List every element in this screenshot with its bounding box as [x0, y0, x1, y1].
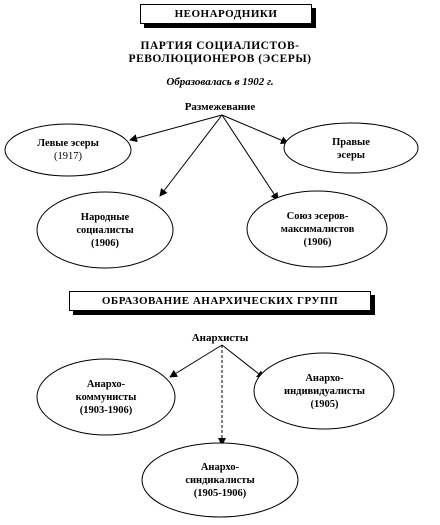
left-srs-text — [8, 132, 128, 168]
maximalists-line2: максималистов — [280, 223, 355, 235]
anarcho-communists-text — [46, 373, 166, 421]
anarcho-individualists-line1: Анархо- — [305, 372, 344, 384]
arrow-to-popular-socialists — [160, 115, 222, 196]
party-title-line1: ПАРТИЯ СОЦИАЛИСТОВ- — [140, 40, 300, 52]
popular-socialists-text — [45, 206, 165, 254]
anarcho-communists-year: (1903-1906) — [79, 404, 133, 416]
popular-socialists-line2: социалисты — [76, 224, 134, 236]
popular-socialists-year: (1906) — [91, 237, 119, 249]
header-box-label: НЕОНАРОДНИКИ — [174, 8, 278, 20]
maximalists-year: (1906) — [303, 236, 332, 248]
maximalists-text — [255, 205, 380, 253]
arrow-to-left-srs — [130, 115, 222, 140]
split-label: Размежевание — [184, 101, 256, 113]
anarcho-syndicalists-line2: синдикалисты — [185, 474, 255, 486]
anarcho-syndicalists-text — [160, 456, 280, 504]
popular-socialists-line1: Народные — [80, 211, 130, 223]
maximalists-line1: Союз эсеров- — [286, 210, 349, 222]
left-srs-name: Левые эсеры — [37, 138, 99, 149]
header-box — [140, 4, 312, 24]
arrow-to-right-srs — [222, 115, 288, 143]
anarcho-communists-line1: Анархо- — [86, 378, 126, 390]
arrow-to-anarcho-communists — [170, 345, 222, 377]
arrow-to-anarcho-individualists — [222, 345, 264, 378]
right-srs-line2: эсеры — [336, 150, 366, 161]
anarchist-label: Анархисты — [191, 332, 249, 344]
party-title-line2: РЕВОЛЮЦИОНЕРОВ (ЭСЕРЫ) — [128, 53, 312, 65]
arrow-to-maximalists — [222, 115, 278, 200]
right-srs-text — [290, 132, 412, 166]
anarcho-individualists-line2: индивидуалисты — [284, 385, 365, 397]
right-srs-line1: Правые — [332, 137, 370, 148]
anarcho-communists-line2: коммунисты — [75, 391, 137, 403]
anarcho-syndicalists-year: (1905-1906) — [193, 487, 247, 499]
anarchist-box-label: ОБРАЗОВАНИЕ АНАРХИЧЕСКИХ ГРУПП — [101, 295, 339, 307]
anarcho-individualists-year: (1905) — [310, 398, 339, 410]
party-title — [80, 40, 360, 66]
anarcho-syndicalists-line1: Анархо- — [200, 461, 240, 473]
anarcho-individualists-text — [262, 367, 387, 415]
formed-note: Образовалась в 1902 г. — [166, 76, 274, 88]
anarchist-box — [69, 291, 371, 311]
left-srs-year: (1917) — [54, 151, 82, 162]
